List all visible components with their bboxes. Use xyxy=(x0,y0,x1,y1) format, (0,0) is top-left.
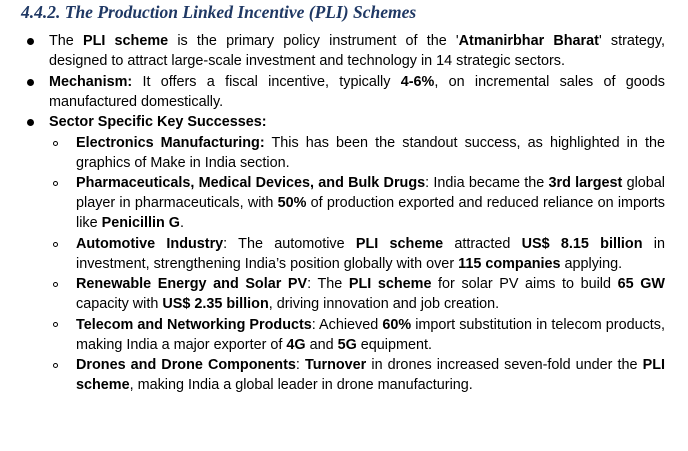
sub-bullet-marker xyxy=(53,322,58,327)
bold-text-run: 50% xyxy=(277,195,307,211)
bullet-pli-scheme xyxy=(49,31,665,71)
bold-text-run: Telecom and Networking Products xyxy=(76,317,312,333)
text-run: , making India a global leader in drone manufacturing. xyxy=(129,377,473,393)
bold-text-run: US$ 2.35 billion xyxy=(162,296,269,312)
text-run: : India became the xyxy=(425,175,549,191)
text-run: for solar PV aims to build xyxy=(431,276,618,292)
bold-text-run: 3rd largest xyxy=(548,175,623,191)
bold-text-run: Turnover xyxy=(304,357,367,373)
text-run: and xyxy=(305,337,338,353)
bullet-sector-successes xyxy=(49,112,665,132)
bullet-marker xyxy=(27,119,34,126)
bullet-mechanism xyxy=(49,72,665,112)
bold-text-run: Mechanism: xyxy=(49,74,133,90)
bold-text-run: Renewable Energy and Solar PV xyxy=(76,276,308,292)
sub-bullet-renewable xyxy=(76,274,665,314)
sub-bullet-electronics xyxy=(76,133,665,173)
bold-text-run: Electronics Manufacturing: xyxy=(76,135,265,151)
sub-bullet-telecom xyxy=(76,315,665,355)
bold-text-run: Pharmaceuticals, Medical Devices, and Bulk Drugs xyxy=(76,175,426,191)
sub-bullet-marker xyxy=(53,141,58,146)
bold-text-run: Drones and Drone Components xyxy=(76,357,296,373)
text-run: . xyxy=(179,215,184,231)
text-run: attracted xyxy=(443,236,522,252)
sub-bullet-drones xyxy=(76,355,665,395)
bold-text-run: 65 GW xyxy=(617,276,665,292)
bold-text-run: 5G xyxy=(337,337,357,353)
section-heading: 4.4.2. The Production Linked Incentive (PLI) Schemes xyxy=(21,2,417,22)
bullet-marker xyxy=(27,79,34,86)
bold-text-run: PLI scheme xyxy=(82,33,169,49)
sub-bullet-automotive xyxy=(76,234,665,274)
sub-bullet-marker xyxy=(53,242,58,247)
bold-text-run: PLI scheme xyxy=(76,357,665,393)
bold-text-run: 60% xyxy=(382,317,412,333)
bold-text-run: 4G xyxy=(286,337,306,353)
text-run: : Achieved xyxy=(311,317,383,333)
text-run: capacity with xyxy=(76,296,163,312)
bold-text-run: PLI scheme xyxy=(355,236,444,252)
text-run: applying. xyxy=(560,256,623,272)
text-run: import substitution in telecom products, making India a major exporter of xyxy=(76,317,665,353)
bold-text-run: 115 companies xyxy=(458,256,561,272)
text-run: This has been the standout success, as highlighted in the graphics of Make in India section. xyxy=(76,135,665,171)
text-run: of production exported and reduced reliance on imports like xyxy=(76,195,665,231)
bullet-marker xyxy=(27,38,34,45)
text-run: ' strategy, designed to attract large-scale investment and technology in 14 strategic sectors. xyxy=(49,33,665,69)
bold-text-run: Penicillin G xyxy=(101,215,180,231)
bold-text-run: Automotive Industry xyxy=(76,236,224,252)
text-run: global player in pharmaceuticals, with xyxy=(76,175,665,211)
text-run: : The automotive xyxy=(223,236,356,252)
sub-bullet-marker xyxy=(53,181,58,186)
bold-text-run: 4-6% xyxy=(400,74,435,90)
sub-bullet-marker xyxy=(53,282,58,287)
text-run: in drones increased seven-fold under the xyxy=(366,357,643,373)
text-run: is the primary policy instrument of the ' xyxy=(168,33,459,49)
text-run: , driving innovation and job creation. xyxy=(268,296,500,312)
sub-bullet-marker xyxy=(53,363,58,368)
text-run: The xyxy=(49,33,83,49)
text-run: , on incremental sales of goods manufactured domestically. xyxy=(49,74,666,110)
bold-text-run: US$ 8.15 billion xyxy=(521,236,643,252)
bold-text-run: PLI scheme xyxy=(348,276,432,292)
bold-text-run: Atmanirbhar Bharat xyxy=(458,33,599,49)
text-run: : The xyxy=(307,276,349,292)
text-run: : xyxy=(295,357,305,373)
text-run: in investment, strengthening India’s position globally with over xyxy=(76,236,665,272)
bold-text-run: Sector Specific Key Successes: xyxy=(49,114,267,130)
sub-bullet-pharmaceuticals xyxy=(76,173,665,233)
text-run: It offers a fiscal incentive, typically xyxy=(132,74,401,90)
text-run: equipment. xyxy=(356,337,432,353)
